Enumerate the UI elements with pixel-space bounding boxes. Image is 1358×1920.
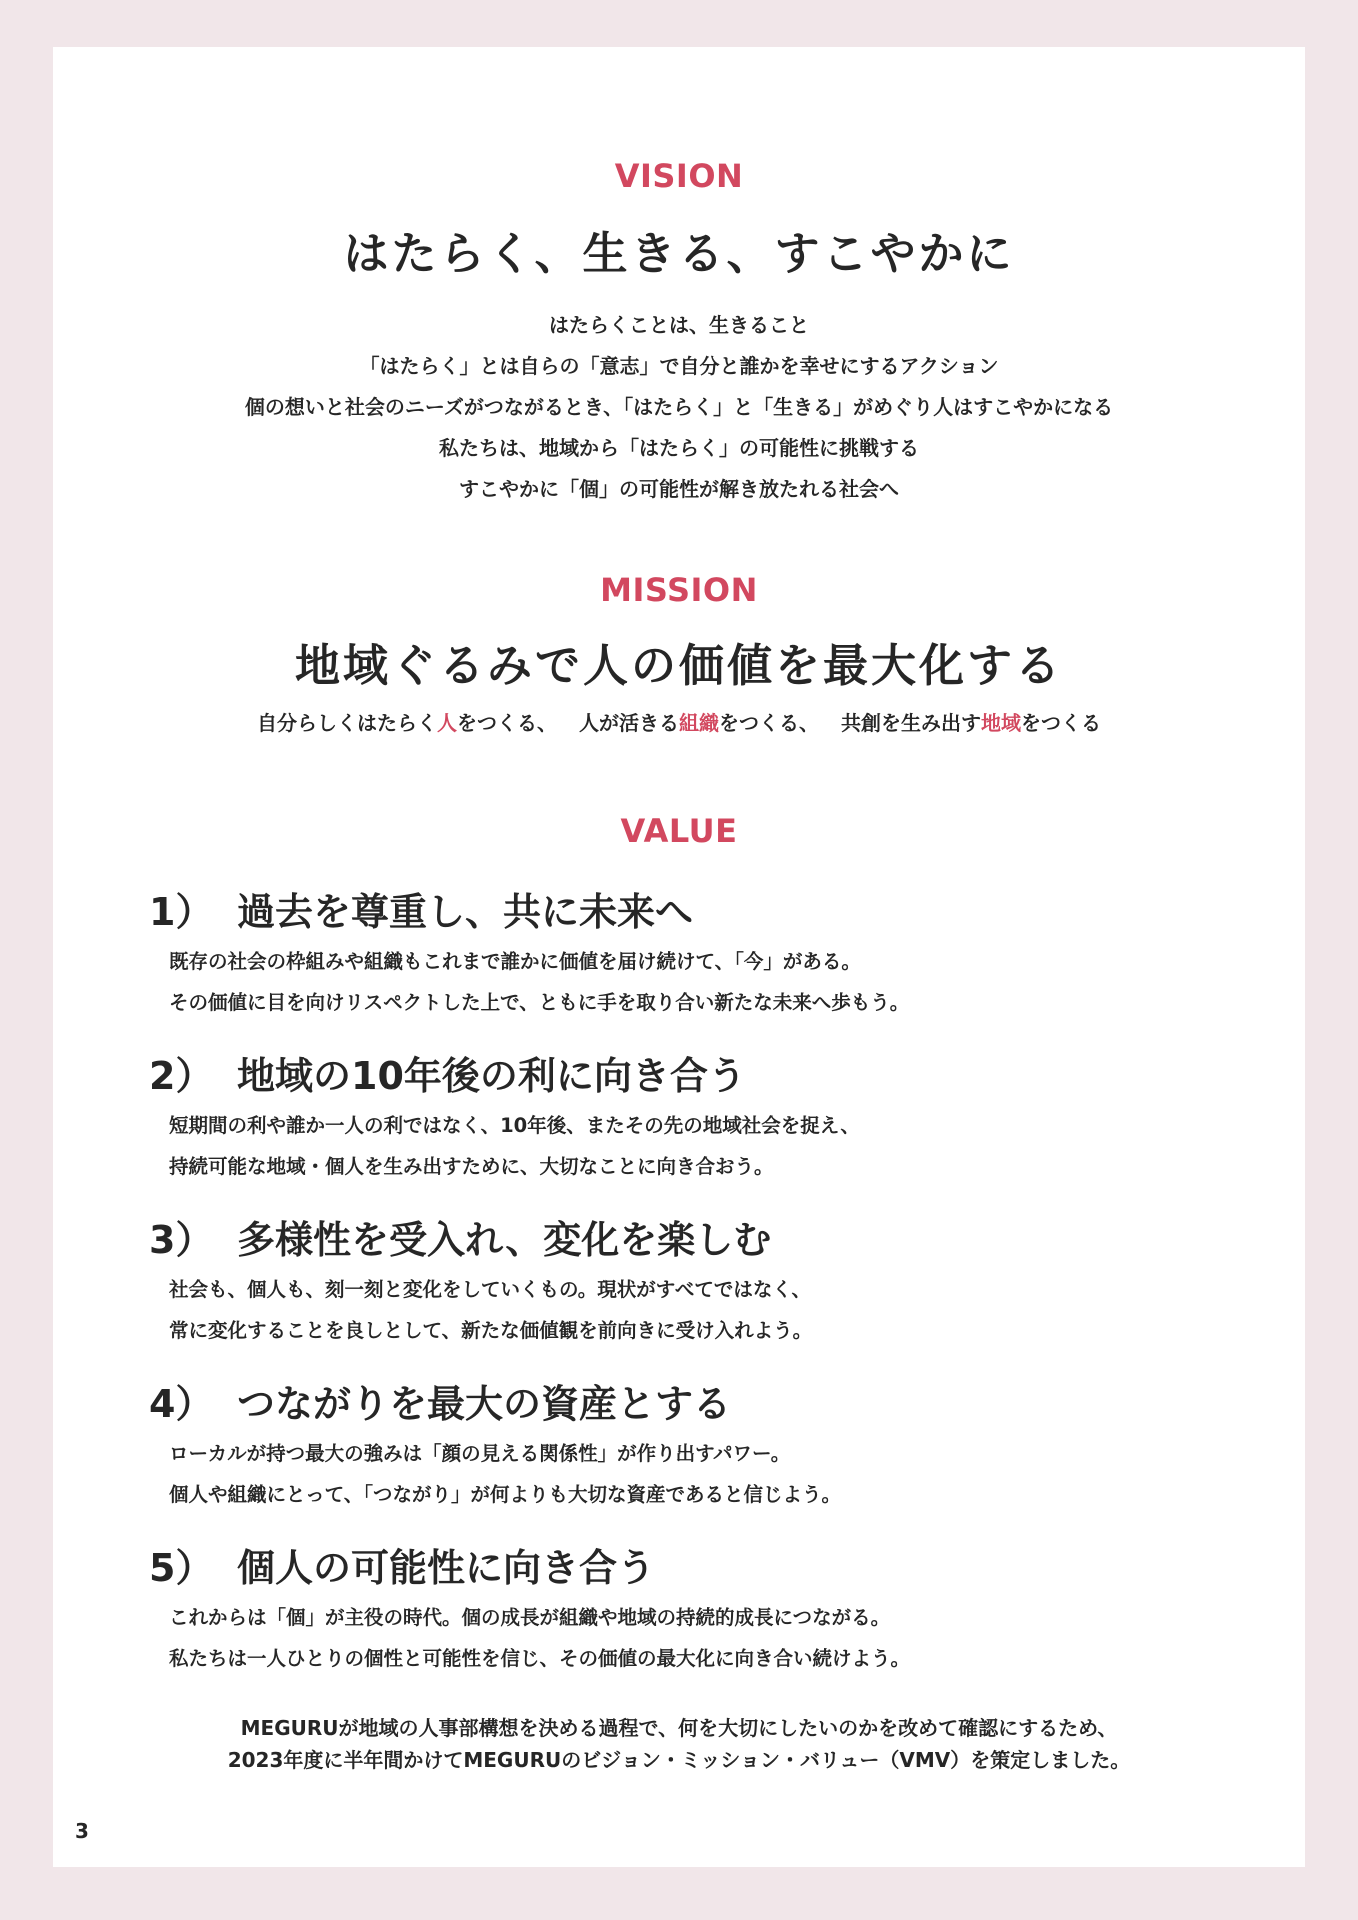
value-description: 短期間の利や誰か一人の利ではなく、10年後、またその先の地域社会を捉え、 持続可能な地域・個人を生み出すために、大切なことに向き合おう。	[169, 1114, 860, 1178]
mission-phrase: 自分らしくはたらく人をつくる、	[257, 711, 557, 735]
value-description: 社会も、個人も、刻一刻と変化をしていくもの。現状がすべてではなく、 常に変化することを良しとして、新たな価値観を前向きに受け入れよう。	[169, 1278, 813, 1342]
value-title: 5） 個人の可能性に向き合う	[149, 1546, 656, 1590]
value-number: 5）	[149, 1546, 214, 1590]
vision-line: 個の想いと社会のニーズがつながるとき、「はたらく」と「生きる」がめぐり人はすこやかになる	[244, 395, 1114, 419]
mission-headline: 地域ぐるみで人の価値を最大化する	[294, 639, 1063, 692]
value-description: ローカルが持つ最大の強みは「顔の見える関係性」が作り出すパワー。 個人や組織にとって、「つながり」が何よりも大切な資産であると信じよう。	[169, 1442, 841, 1506]
value-number: 3）	[149, 1218, 214, 1262]
value-number: 2）	[149, 1054, 214, 1098]
mission-phrases	[53, 707, 1305, 736]
mission-highlight: 人	[437, 711, 457, 735]
value-title: 3） 多様性を受入れ、変化を楽しむ	[149, 1218, 772, 1262]
vision-line: 「はたらく」とは自らの「意志」で自分と誰かを幸せにするアクション	[359, 354, 999, 378]
value-description: 既存の社会の枠組みや組織もこれまで誰かに価値を届け続けて、「今」がある。 その価値に目を向けリスペクトした上で、ともに手を取り合い新たな未来へ歩もう。	[169, 950, 910, 1014]
value-description: これからは「個」が主役の時代。個の成長が組織や地域の持続的成長につながる。 私たちは一人ひとりの個性と可能性を信じ、その価値の最大化に向き合い続けよう。	[169, 1606, 911, 1670]
value-number: 4）	[149, 1382, 214, 1426]
page-number: 3	[75, 1819, 89, 1843]
value-item	[149, 1381, 1245, 1515]
value-item	[149, 1053, 1245, 1187]
value-title: 4） つながりを最大の資産とする	[149, 1382, 732, 1426]
mission-phrase: 共創を生み出す地域をつくる	[841, 711, 1101, 735]
value-title: 1） 過去を尊重し、共に未来へ	[149, 890, 694, 934]
value-item	[149, 889, 1245, 1023]
value-title: 2） 地域の10年後の利に向き合う	[149, 1054, 746, 1098]
value-item	[149, 1217, 1245, 1351]
mission-phrase: 人が活きる組織をつくる、	[579, 711, 819, 735]
closing-note: MEGURUが地域の人事部構想を決める過程で、何を大切にしたいのかを改めて確認にするため、 2023年度に半年間かけてMEGURUのビジョン・ミッション・バリュー（VMV）を策定しました。	[227, 1716, 1131, 1772]
value-item	[149, 1545, 1245, 1679]
mission-label: MISSION	[600, 571, 758, 609]
mission-highlight: 地域	[981, 711, 1021, 735]
vision-headline: はたらく、生きる、すこやかに	[343, 227, 1015, 280]
value-number: 1）	[149, 890, 214, 934]
vision-line: すこやかに「個」の可能性が解き放たれる社会へ	[459, 477, 899, 501]
vision-line: はたらくことは、生きること	[549, 313, 809, 337]
document-page	[53, 47, 1305, 1867]
vision-statement	[53, 305, 1305, 510]
value-label: VALUE	[620, 812, 738, 850]
vision-line: 私たちは、地域から「はたらく」の可能性に挑戦する	[439, 436, 919, 460]
vision-label: VISION	[614, 157, 744, 195]
mission-highlight: 組織	[679, 711, 719, 735]
